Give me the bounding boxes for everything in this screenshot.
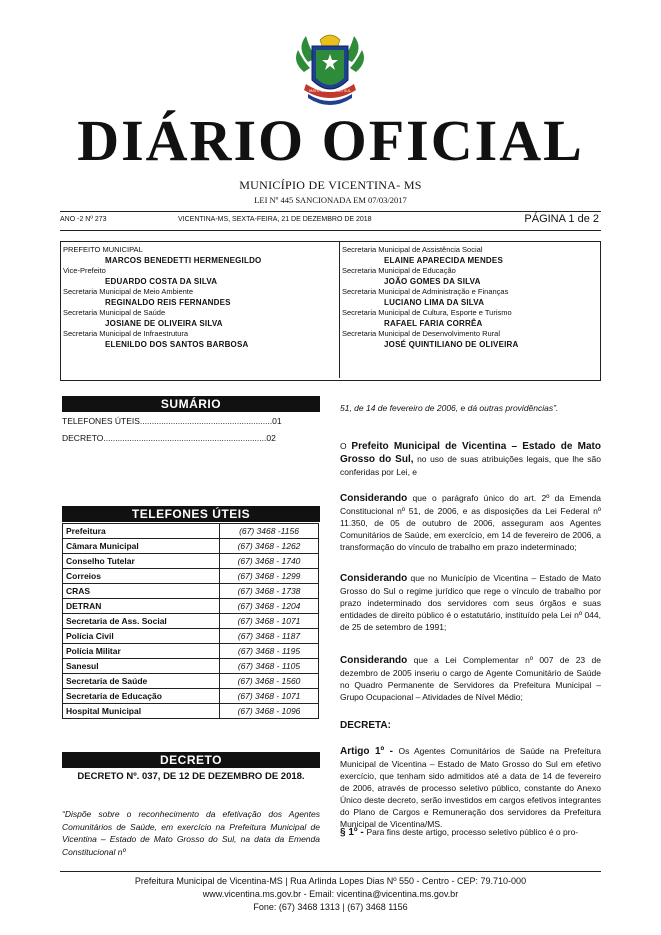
decree-heading: DECRETO Nº. 037, DE 12 DE DEZEMBRO DE 2018. (77, 771, 305, 782)
phone-number: (67) 3468 - 1299 (220, 569, 319, 584)
law-reference: LEI Nº 445 SANCIONADA EM 07/03/2017 (254, 195, 407, 205)
phone-number: (67) 3468 - 1195 (220, 644, 319, 659)
decreto-header: DECRETO (62, 752, 320, 768)
decree-preamble (340, 440, 601, 478)
phone-number: (67) 3468 - 1560 (220, 674, 319, 689)
table-row (63, 704, 319, 719)
phone-org: CRAS (63, 584, 220, 599)
phone-number: (67) 3468 -1156 (220, 524, 319, 539)
considerando-3 (340, 654, 601, 703)
official-role: Secretaria Municipal de Infraestrutura (63, 329, 189, 338)
official-role: Secretaria Municipal de Educação (342, 266, 456, 275)
table-row (63, 554, 319, 569)
municipality-name: MUNICÍPIO DE VICENTINA- MS (239, 178, 422, 192)
official-name: JOÃO GOMES DA SILVA (384, 277, 481, 286)
official-role: Secretaria Municipal de Assistência Social (342, 245, 483, 254)
official-name: LUCIANO LIMA DA SILVA (384, 298, 485, 307)
official-name: RAFAEL FARIA CORRÊA (384, 319, 483, 328)
official-role: Vice-Prefeito (63, 266, 106, 275)
preamble-authority: Prefeito Municipal de Vicentina – Estado de Mato Grosso do Sul, (340, 441, 601, 465)
phone-org: Sanesul (63, 659, 220, 674)
table-row (63, 539, 319, 554)
decreta-label: DECRETA: (340, 720, 391, 731)
paragrafo-1 (340, 826, 601, 839)
phone-org: Conselho Tutelar (63, 554, 220, 569)
phone-org: Secretaria de Saúde (63, 674, 220, 689)
divider (60, 211, 601, 212)
phone-number: (67) 3468 - 1105 (220, 659, 319, 674)
considerando-2 (340, 572, 601, 633)
artigo-text: Os Agentes Comunitários de Saúde na Prefeitura Municipal de Vicentina – Estado de Mato Grosso do Sul em efetivo exercício, que tenham sido admitidos até a data de 14 de fevereiro de 2006, através de processo seletivo público, constante do Anexo Único deste decreto, serão investidos em cargos efetivos integrantes do Plano de Cargos e Remuneração dos servidores da Prefeitura Municipal de Vicentina/MS. (340, 746, 601, 829)
artigo-1 (340, 745, 601, 830)
phone-number: (67) 3468 - 1738 (220, 584, 319, 599)
phone-number: (67) 3468 - 1740 (220, 554, 319, 569)
decree-summary: “Dispõe sobre o reconhecimento da efetivação dos Agentes Comunitários de Saúde, em exercício na Prefeitura Municipal de Vicentina – Estado de Mato Grosso do Sul, na data da Emenda Constitucional nº (62, 809, 320, 857)
phone-org: Polícia Civil (63, 629, 220, 644)
official-name: JOSIANE DE OLIVEIRA SILVA (105, 319, 223, 328)
phone-org: Polícia Militar (63, 644, 220, 659)
table-row (63, 689, 319, 704)
sumario-header: SUMÁRIO (62, 396, 320, 412)
phone-org: Secretaria de Ass. Social (63, 614, 220, 629)
footer-phones: Fone: (67) 3468 1313 | (67) 3468 1156 (253, 902, 408, 912)
phone-number: (67) 3468 - 1187 (220, 629, 319, 644)
preamble-lead: O (340, 441, 352, 451)
official-name: ELENILDO DOS SANTOS BARBOSA (105, 340, 249, 349)
table-row (63, 599, 319, 614)
official-name: REGINALDO REIS FERNANDES (105, 298, 231, 307)
phone-org: Secretaria de Educação (63, 689, 220, 704)
considerando-text: que a Lei Complementar nº 007 de 23 de dezembro de 2005 inseriu o cargo de Agente Comunitário de Saúde no Quadro Permanente de Servidores da Prefeitura Municipal – Grupo Ocupacional – Atividades de Nível Médio; (340, 655, 601, 702)
official-role: Secretaria Municipal de Desenvolvimento Rural (342, 329, 500, 338)
footer-divider (60, 871, 601, 872)
phone-number: (67) 3468 - 1071 (220, 614, 319, 629)
table-row (63, 644, 319, 659)
table-row (63, 524, 319, 539)
official-role: Secretaria Municipal de Meio Ambiente (63, 287, 194, 296)
phone-number: (67) 3468 - 1096 (220, 704, 319, 719)
preamble-text: no uso de suas atribuições legais, que lhe são conferidas por Lei, e (340, 454, 601, 477)
official-name: JOSÉ QUINTILIANO DE OLIVEIRA (384, 340, 519, 349)
considerando-label: Considerando (340, 573, 408, 584)
paragrafo-label: § 1º - (340, 827, 367, 838)
phone-number: (67) 3468 - 1262 (220, 539, 319, 554)
considerando-text: que no Município de Vicentina – Estado de Mato Grosso do Sul o regime jurídico que rege o vínculo de trabalho por prazo indeterminado dos servidores com seus órgãos e suas entidades de direito público é o estatutário, instituído pela Lei nº 044, de 25 de setembro de 1991; (340, 573, 601, 632)
crest-motto: MATO GROSSO DO SUL (309, 89, 351, 93)
considerando-label: Considerando (340, 655, 408, 666)
paragrafo-text: Para fins deste artigo, processo seletivo público é o pro- (366, 827, 579, 837)
official-role: Secretaria Municipal de Cultura, Esporte e Turismo (342, 308, 512, 317)
phone-org: Hospital Municipal (63, 704, 220, 719)
table-row (63, 659, 319, 674)
edition-date: VICENTINA-MS, SEXTA-FEIRA, 21 DE DEZEMBRO DE 2018 (178, 216, 372, 223)
edition-number: ANO -2 Nº 273 (60, 216, 107, 223)
official-role: PREFEITO MUNICIPAL (63, 245, 143, 254)
official-name: EDUARDO COSTA DA SILVA (105, 277, 218, 286)
coat-of-arms-logo (290, 28, 370, 120)
considerando-text: que o parágrafo único do art. 2º da Emenda Constitucional nº 51, de 2006, e as disposições da Lei Federal nº 11.350, de 05 de outubro de 2006, asseguram aos Agentes Comunitários de Saúde, em exercício, em 14 de fevereiro de 2006, a transformação do vínculo de trabalho em prazo indeterminado; (340, 493, 601, 552)
table-row (63, 569, 319, 584)
table-row (63, 674, 319, 689)
phone-org: DETRAN (63, 599, 220, 614)
decree-summary-continued: 51, de 14 de fevereiro de 2006, e dá outras providências”. (340, 403, 559, 413)
phone-org: Correios (63, 569, 220, 584)
page-number: PÁGINA 1 de 2 (524, 213, 599, 225)
masthead-title: DIÁRIO OFICIAL (77, 108, 584, 173)
considerando-label: Considerando (340, 493, 408, 504)
toc-item-telefones[interactable]: TELEFONES ÚTEIS........................................................01 (62, 416, 282, 426)
official-role: Secretaria Municipal de Administração e Finanças (342, 287, 509, 296)
considerando-1 (340, 492, 601, 553)
official-role: Secretaria Municipal de Saúde (63, 308, 166, 317)
phone-org: Prefeitura (63, 524, 220, 539)
phone-number: (67) 3468 - 1204 (220, 599, 319, 614)
official-name: ELAINE APARECIDA MENDES (384, 256, 503, 265)
officials-right-column (339, 242, 602, 378)
edition-bar (60, 213, 601, 229)
artigo-label: Artigo 1º - (340, 746, 399, 757)
table-row (63, 614, 319, 629)
footer-web-email[interactable]: www.vicentina.ms.gov.br - Email: vicentina@vicentina.ms.gov.br (202, 889, 459, 899)
telefones-header: TELEFONES ÚTEIS (62, 506, 320, 522)
footer (0, 875, 661, 914)
table-row (63, 629, 319, 644)
table-row (63, 584, 319, 599)
footer-address: Prefeitura Municipal de Vicentina-MS | Rua Arlinda Lopes Dias Nº 550 - Centro - CEP: 79.710-000 (134, 876, 527, 886)
officials-box (60, 241, 601, 381)
phone-org: Câmara Municipal (63, 539, 220, 554)
phones-table (62, 523, 319, 719)
divider (60, 230, 601, 231)
official-name: MARCOS BENEDETTI HERMENEGILDO (105, 256, 262, 265)
toc-item-decreto[interactable]: DECRETO.....................................................................02 (62, 433, 276, 443)
phone-number: (67) 3468 - 1071 (220, 689, 319, 704)
officials-left-column (63, 245, 333, 350)
